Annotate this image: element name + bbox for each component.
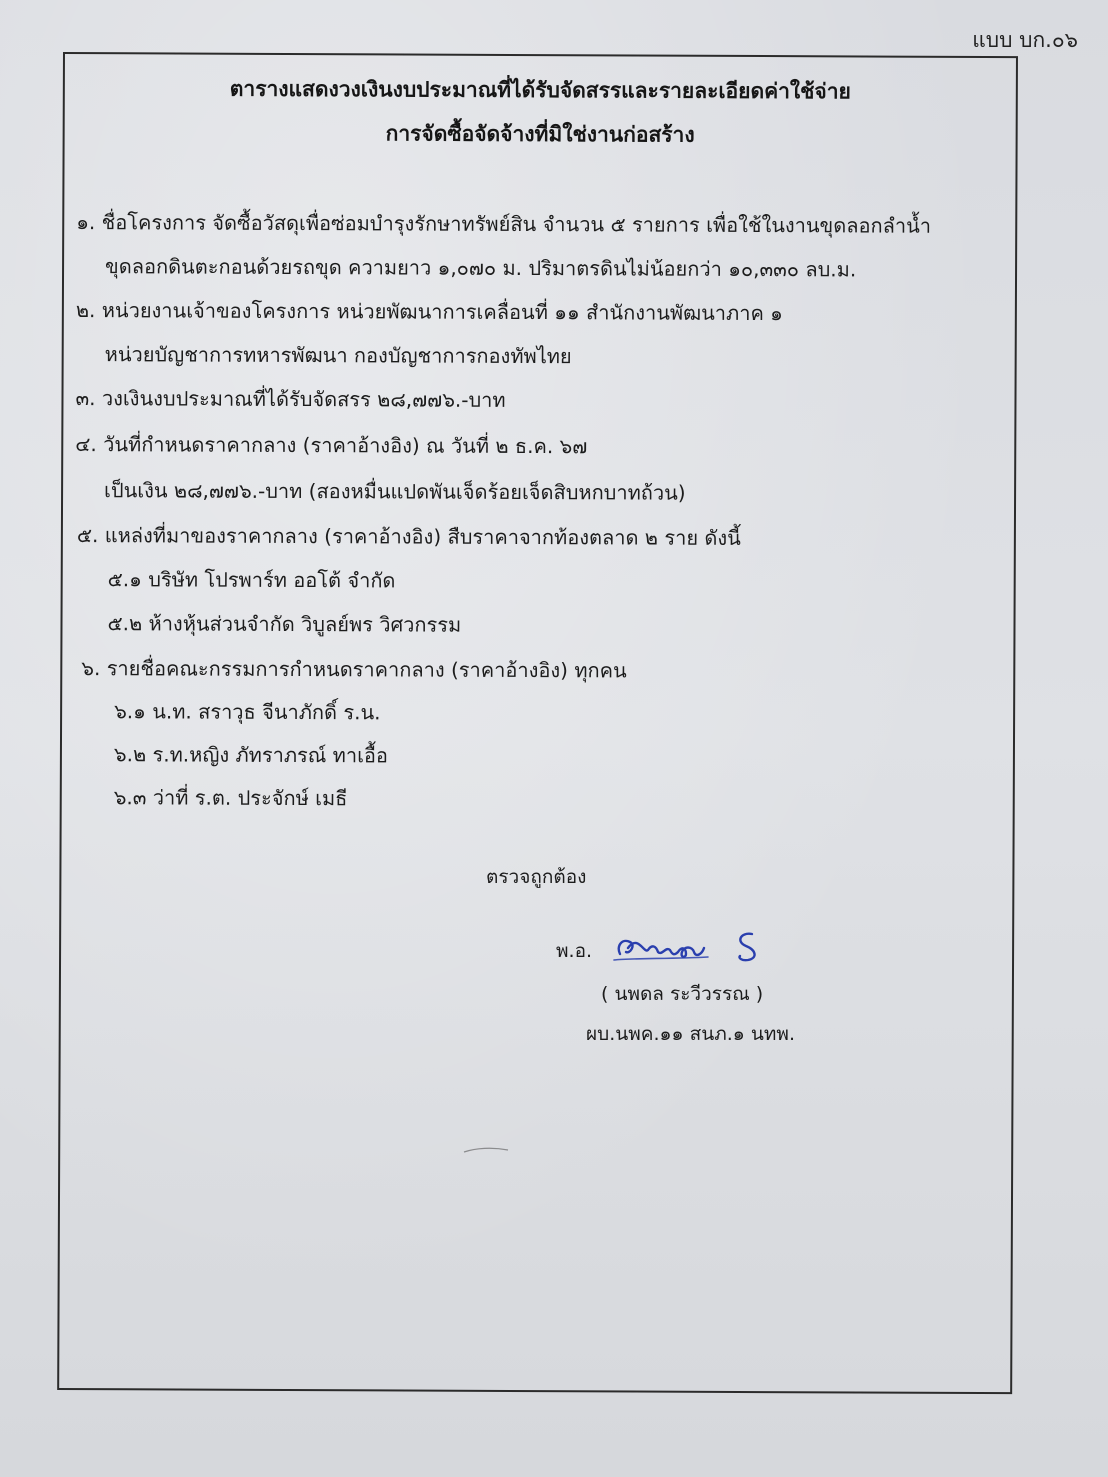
paper-mark <box>462 1144 512 1156</box>
signer-position: ผบ.นพค.๑๑ สนภ.๑ นทพ. <box>586 1023 795 1045</box>
item-6-1: ๖.๑ น.ท. สราวุธ จีนาภักดิ์ ร.น. <box>114 699 381 725</box>
document-title-line-1: ตารางแสดงวงเงินงบประมาณที่ได้รับจัดสรรและรายละเอียดค่าใช้จ่าย <box>229 76 851 104</box>
item-3: ๓. วงเงินงบประมาณที่ได้รับจัดสรร ๒๘,๗๗๖.-บาท <box>75 386 506 412</box>
item-5-2: ๕.๒ ห้างหุ้นส่วนจำกัด วิบูลย์พร วิศวกรรม <box>107 611 462 637</box>
item-5: ๕. แหล่งที่มาของราคากลาง (ราคาอ้างอิง) สืบราคาจากท้องตลาด ๒ ราย ดังนี้ <box>76 523 741 550</box>
signer-rank: พ.อ. <box>556 940 593 962</box>
item-5-1: ๕.๑ บริษัท โปรพาร์ท ออโต้ จำกัด <box>107 567 396 593</box>
item-6: ๖. รายชื่อคณะกรรมการกำหนดราคากลาง (ราคาอ้างอิง) ทุกคน <box>81 656 627 683</box>
handwritten-signature <box>612 924 772 970</box>
signer-name: ( นพดล ระวีวรรณ ) <box>601 983 764 1005</box>
form-code: แบบ บก.๐๖ <box>972 28 1078 52</box>
document-title-line-2: การจัดซื้อจัดจ้างที่มิใช่งานก่อสร้าง <box>385 121 695 147</box>
item-1-line-1: ๑. ชื่อโครงการ จัดซื้อวัสดุเพื่อซ่อมบำรุงรักษาทรัพย์สิน จำนวน ๕ รายการ เพื่อใช้ในงานขุดลอกลำน้ำ <box>76 210 932 238</box>
item-2-line-2: หน่วยบัญชาการทหารพัฒนา กองบัญชาการกองทัพไทย <box>104 342 572 369</box>
item-6-3: ๖.๓ ว่าที่ ร.ต. ประจักษ์ เมธี <box>113 785 348 811</box>
item-6-2: ๖.๒ ร.ท.หญิง ภัทราภรณ์ ทาเอื้อ <box>113 742 389 768</box>
item-1-line-2: ขุดลอกดินตะกอนด้วยรถขุด ความยาว ๑,๐๗๐ ม. ปริมาตรดินไม่น้อยกว่า ๑๐,๓๓๐ ลบ.ม. <box>105 254 857 282</box>
document-frame <box>57 52 1018 1394</box>
item-2-line-1: ๒. หน่วยงานเจ้าของโครงการ หน่วยพัฒนาการเคลื่อนที่ ๑๑ สำนักงานพัฒนาภาค ๑ <box>75 298 783 326</box>
verified-label: ตรวจถูกต้อง <box>486 866 587 888</box>
item-4-line-2: เป็นเงิน ๒๘,๗๗๖.-บาท (สองหมื่นแปดพันเจ็ดร้อยเจ็ดสิบหกบาทถ้วน) <box>104 478 686 505</box>
item-4-line-1: ๔. วันที่กำหนดราคากลาง (ราคาอ้างอิง) ณ วันที่ ๒ ธ.ค. ๖๗ <box>75 432 588 459</box>
